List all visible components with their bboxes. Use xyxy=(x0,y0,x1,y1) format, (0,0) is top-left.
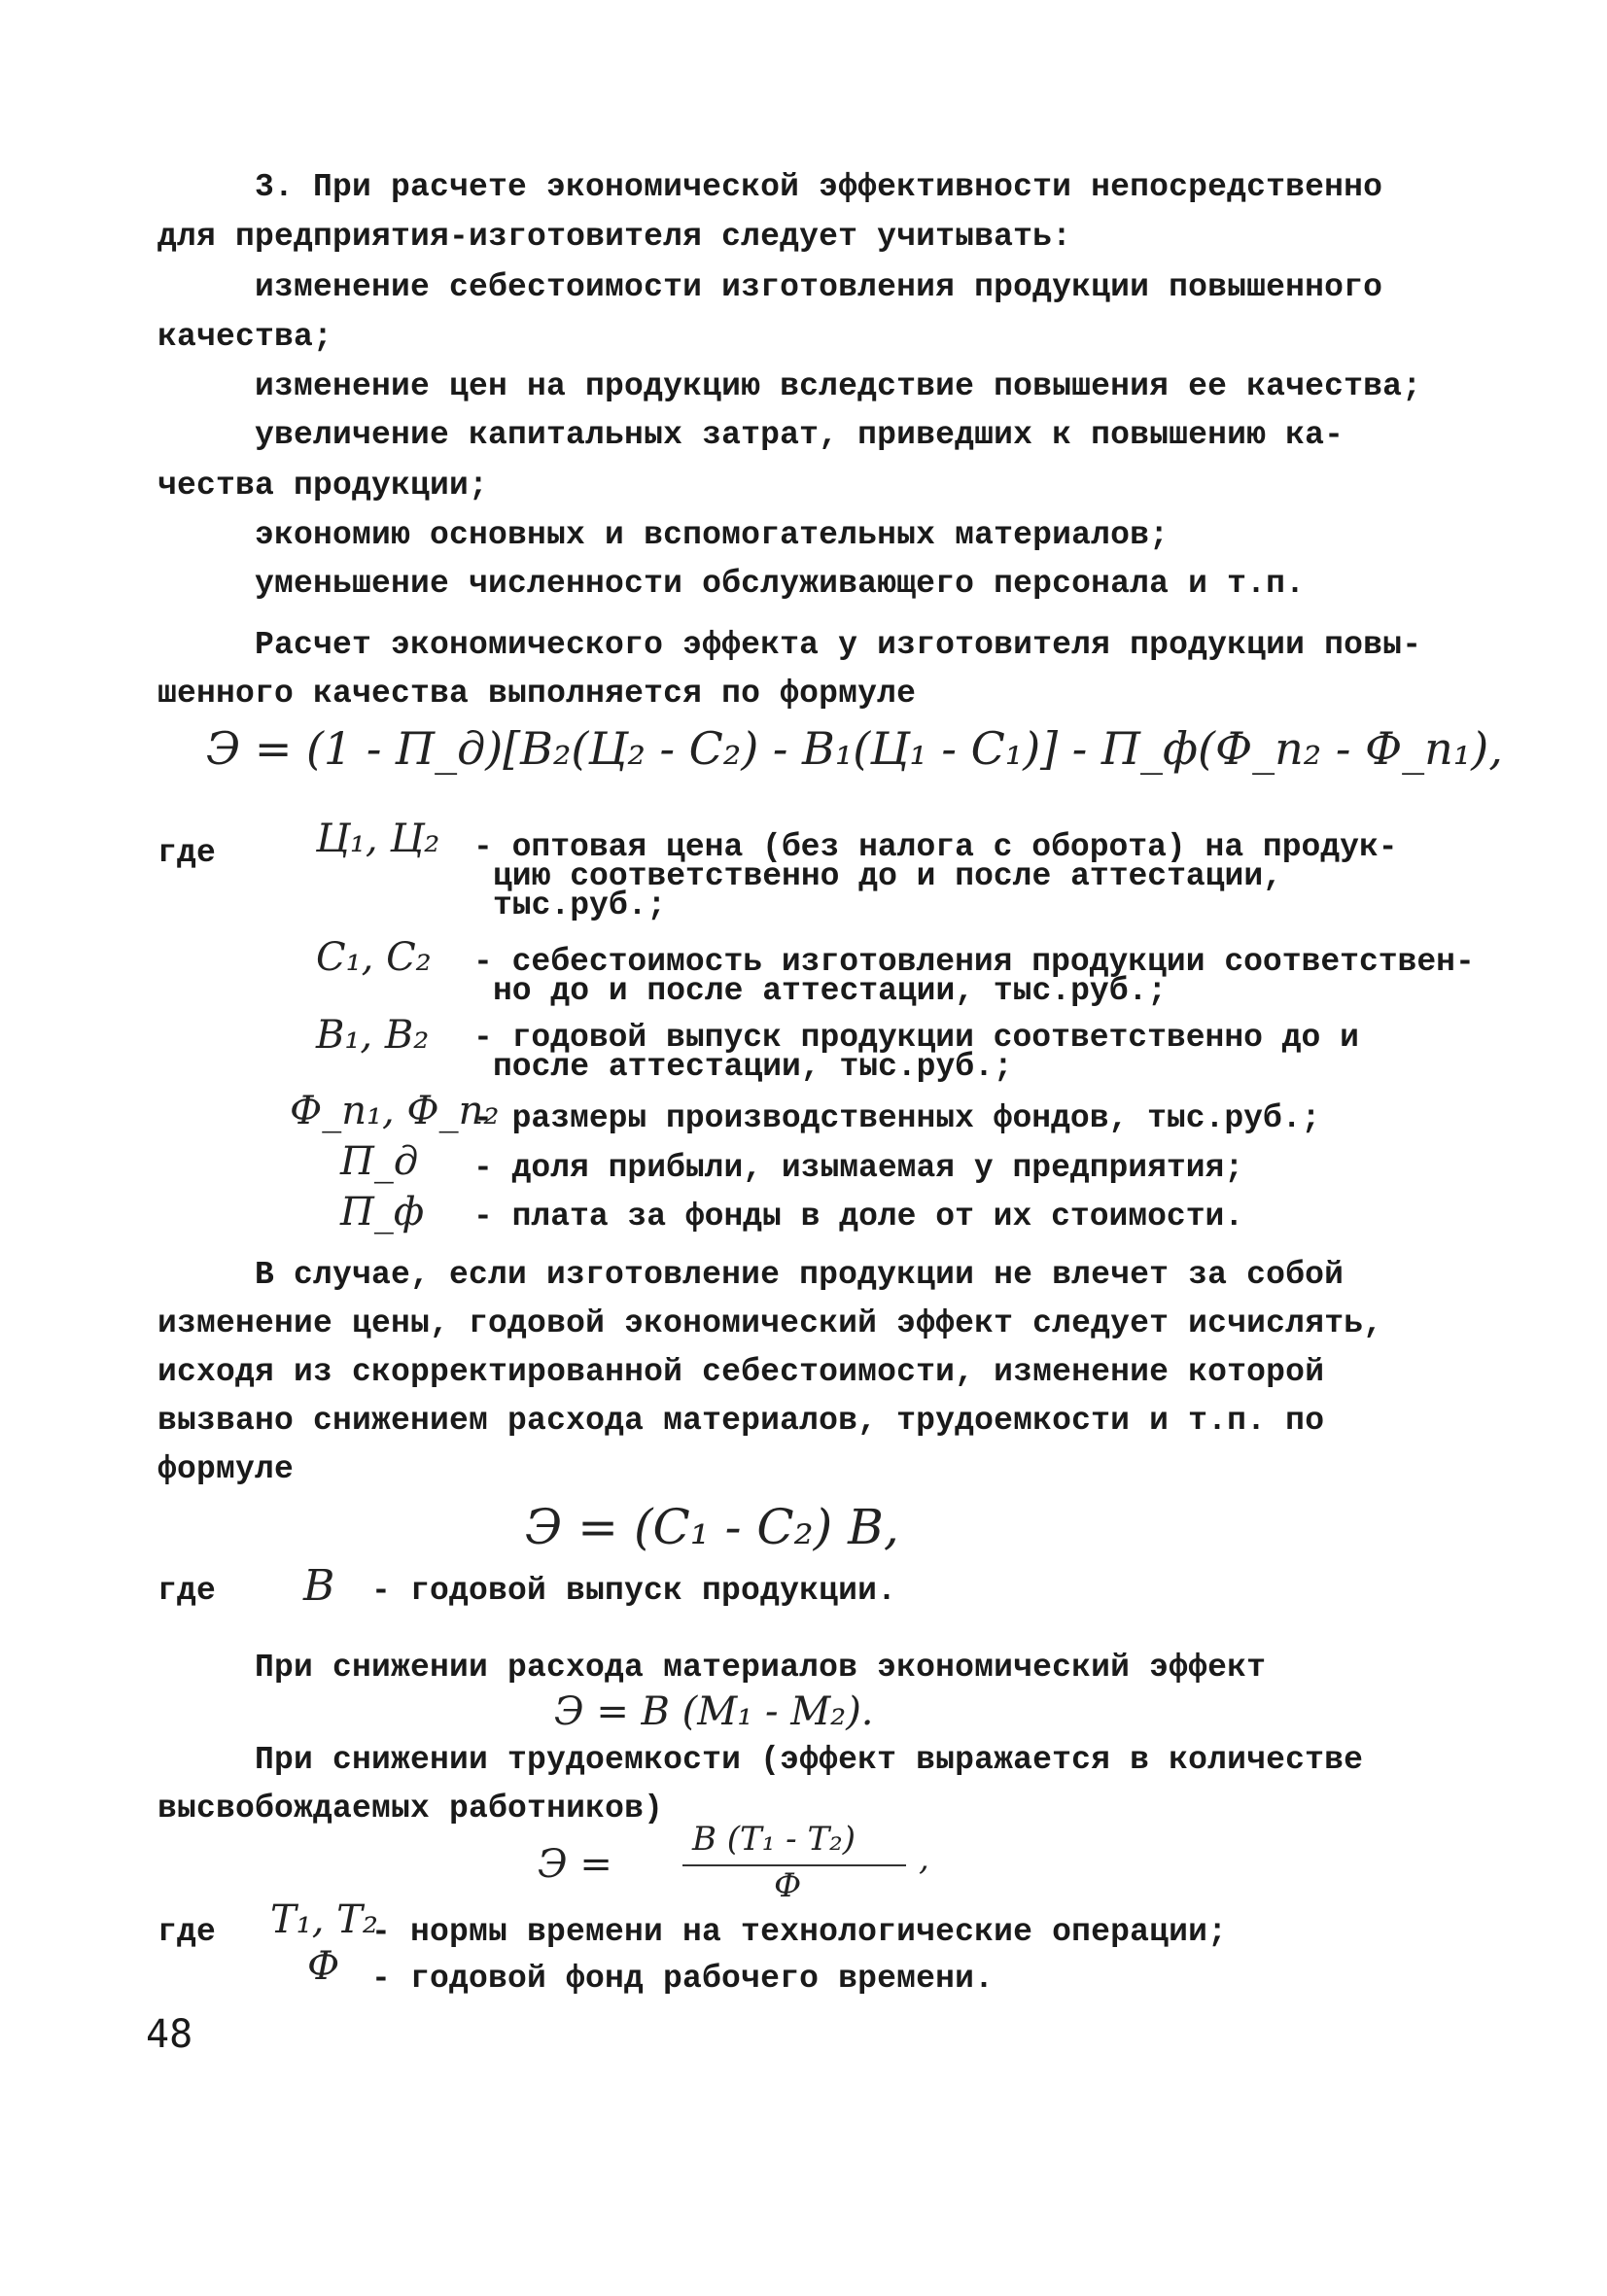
list-item-1-line-1: изменение себестоимости изготовления продукции повышенного xyxy=(255,269,1383,305)
definition-symbol-5: П_д xyxy=(340,1139,419,1184)
list-item-1-line-2: качества; xyxy=(157,319,333,355)
labor-formula-tail: , xyxy=(919,1839,929,1878)
list-item-2: изменение цен на продукцию вследствие повышения ее качества; xyxy=(255,368,1422,404)
definition-symbol-2: С₁, С₂ xyxy=(316,935,432,980)
list-item-3-line-2: чества продукции; xyxy=(157,468,489,504)
definition-b-symbol: В xyxy=(303,1561,335,1611)
where-label-1: где xyxy=(157,835,217,871)
case-paragraph-line-4: вызвано снижением расхода материалов, трудоемкости и т.п. по xyxy=(157,1403,1325,1439)
definition-text-2-line-2: но до и после аттестации, тыс.руб.; xyxy=(493,973,1168,1009)
paragraph-3-line-2: для предприятия-изготовителя следует учитывать: xyxy=(157,219,1072,255)
definition-f-symbol: Ф xyxy=(307,1944,340,1989)
definition-text-4: - размеры производственных фондов, тыс.руб.; xyxy=(473,1100,1321,1136)
case-paragraph-line-1: В случае, если изготовление продукции не влечет за собой xyxy=(255,1257,1345,1293)
definition-t-symbol: Т₁, Т₂ xyxy=(270,1897,378,1942)
definition-symbol-4: Ф_п₁, Ф_п₂ xyxy=(290,1089,500,1133)
definition-text-1-line-1: - оптовая цена (без налога с оборота) на продук- xyxy=(473,829,1398,865)
definition-text-2-line-1: - себестоимость изготовления продукции соответствен- xyxy=(473,944,1475,980)
definition-t-text: - нормы времени на технологические операции; xyxy=(371,1914,1228,1950)
where-label-2: где xyxy=(157,1573,217,1609)
definition-symbol-1: Ц₁, Ц₂ xyxy=(316,817,440,861)
case-paragraph-line-2: изменение цены, годовой экономический эффект следует исчислять, xyxy=(157,1305,1383,1341)
definition-symbol-3: В₁, В₂ xyxy=(316,1013,430,1058)
definition-f-text: - годовой фонд рабочего времени. xyxy=(371,1961,995,1997)
labor-paragraph-line-2: высвобождаемых работников) xyxy=(157,1791,664,1826)
case-paragraph-line-5: формуле xyxy=(157,1451,295,1487)
list-item-4: экономию основных и вспомогательных материалов; xyxy=(255,517,1170,553)
materials-paragraph: При снижении расхода материалов экономический эффект xyxy=(255,1650,1267,1686)
definition-text-1-line-2: цию соответственно до и после аттестации, xyxy=(493,858,1282,894)
case-paragraph-line-3: исходя из скорректированной себестоимости, изменение которой xyxy=(157,1354,1325,1390)
where-label-3: где xyxy=(157,1914,217,1950)
list-item-3-line-1: увеличение капитальных затрат, приведших к повышению ка- xyxy=(255,417,1345,453)
labor-paragraph-line-1: При снижении трудоемкости (эффект выражается в количестве xyxy=(255,1742,1364,1778)
cost-formula: Э = (С₁ - С₂) В, xyxy=(525,1499,899,1555)
labor-formula-denominator: Ф xyxy=(774,1866,802,1905)
paragraph-3-line-1: 3. При расчете экономической эффективности непосредственно xyxy=(255,169,1383,205)
definition-text-3-line-2: после аттестации, тыс.руб.; xyxy=(493,1049,1013,1085)
definition-text-5: - доля прибыли, изымаемая у предприятия; xyxy=(473,1150,1244,1186)
definition-text-3-line-1: - годовой выпуск продукции соответственно до и xyxy=(473,1020,1359,1056)
materials-formula: Э = В (М₁ - М₂). xyxy=(554,1689,874,1734)
definition-b-text: - годовой выпуск продукции. xyxy=(371,1573,897,1609)
calc-paragraph-line-1: Расчет экономического эффекта у изготовителя продукции повы- xyxy=(255,627,1422,663)
definition-symbol-6: П_ф xyxy=(340,1190,425,1235)
page-number: 48 xyxy=(146,2012,193,2057)
definition-text-1-line-3: тыс.руб.; xyxy=(493,887,667,923)
labor-formula-lhs: Э = xyxy=(538,1842,612,1887)
main-formula: Э = (1 - П_д)[В₂(Ц₂ - С₂) - В₁(Ц₁ - С₁)] - П_ф(Ф_п₂ - Ф_п₁), xyxy=(206,722,1503,775)
labor-formula-numerator: В (Т₁ - Т₂) xyxy=(692,1820,856,1859)
definition-text-6: - плата за фонды в доле от их стоимости. xyxy=(473,1199,1244,1235)
calc-paragraph-line-2: шенного качества выполняется по формуле xyxy=(157,676,917,712)
list-item-5: уменьшение численности обслуживающего персонала и т.п. xyxy=(255,566,1306,602)
